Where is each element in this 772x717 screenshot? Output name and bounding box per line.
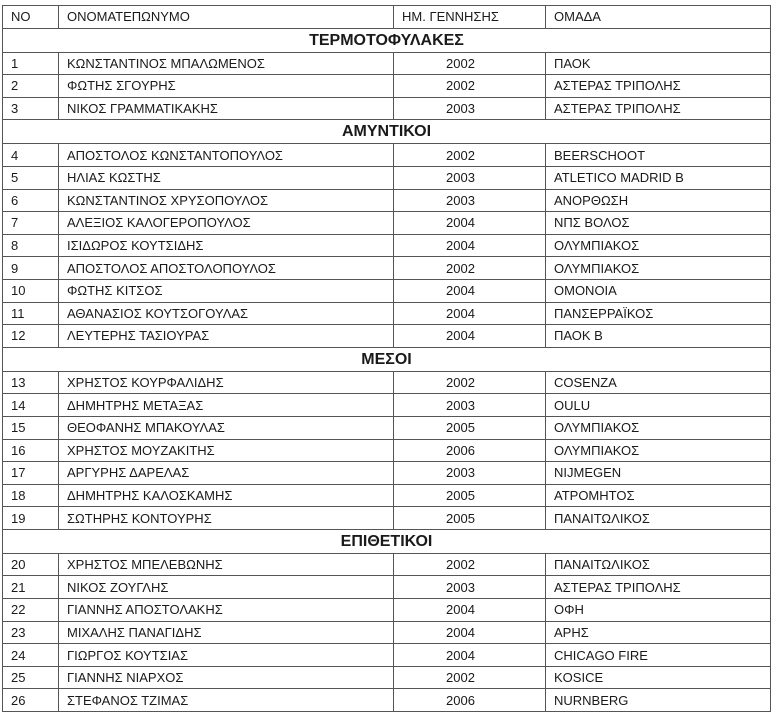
header-birth: ΗΜ. ΓΕΝΝΗΣΗΣ bbox=[394, 6, 546, 29]
player-name: ΓΙΩΡΓΟΣ ΚΟΥΤΣΙΑΣ bbox=[59, 644, 394, 667]
header-name: ΟΝΟΜΑΤΕΠΩΝΥΜΟ bbox=[59, 6, 394, 29]
player-name: ΚΩΝΣΤΑΝΤΙΝΟΣ ΧΡΥΣΟΠΟΥΛΟΣ bbox=[59, 189, 394, 212]
player-name: ΑΘΑΝΑΣΙΟΣ ΚΟΥΤΣΟΓΟΥΛΑΣ bbox=[59, 302, 394, 325]
player-number: 10 bbox=[3, 279, 59, 302]
player-name: ΣΤΕΦΑΝΟΣ ΤΖΙΜΑΣ bbox=[59, 689, 394, 712]
player-name: ΗΛΙΑΣ ΚΩΣΤΗΣ bbox=[59, 166, 394, 189]
player-team: ΑΣΤΕΡΑΣ ΤΡΙΠΟΛΗΣ bbox=[546, 576, 771, 599]
player-number: 14 bbox=[3, 394, 59, 417]
roster-table bbox=[2, 5, 771, 712]
player-name: ΧΡΗΣΤΟΣ ΜΟΥΖΑΚΙΤΗΣ bbox=[59, 439, 394, 462]
player-team: ΑΣΤΕΡΑΣ ΤΡΙΠΟΛΗΣ bbox=[546, 97, 771, 120]
player-row bbox=[3, 52, 771, 75]
player-row bbox=[3, 439, 771, 462]
player-row bbox=[3, 599, 771, 622]
player-birth-year: 2002 bbox=[394, 666, 546, 689]
player-birth-year: 2004 bbox=[394, 621, 546, 644]
player-name: ΦΩΤΗΣ ΚΙΤΣΟΣ bbox=[59, 279, 394, 302]
player-birth-year: 2002 bbox=[394, 257, 546, 280]
player-number: 7 bbox=[3, 212, 59, 235]
player-birth-year: 2002 bbox=[394, 75, 546, 98]
player-number: 8 bbox=[3, 234, 59, 257]
player-team: ΑΣΤΕΡΑΣ ΤΡΙΠΟΛΗΣ bbox=[546, 75, 771, 98]
player-team: ΟΛΥΜΠΙΑΚΟΣ bbox=[546, 416, 771, 439]
player-birth-year: 2004 bbox=[394, 599, 546, 622]
player-number: 6 bbox=[3, 189, 59, 212]
player-team: COSENZA bbox=[546, 371, 771, 394]
header-team: ΟΜΑΔΑ bbox=[546, 6, 771, 29]
player-row bbox=[3, 576, 771, 599]
section-title: ΑΜΥΝΤΙΚΟΙ bbox=[3, 120, 771, 144]
player-team: ΠΑΝΑΙΤΩΛΙΚΟΣ bbox=[546, 553, 771, 576]
player-birth-year: 2002 bbox=[394, 371, 546, 394]
player-team: ΟΛΥΜΠΙΑΚΟΣ bbox=[546, 257, 771, 280]
player-row bbox=[3, 507, 771, 530]
player-birth-year: 2002 bbox=[394, 144, 546, 167]
player-birth-year: 2004 bbox=[394, 234, 546, 257]
player-number: 16 bbox=[3, 439, 59, 462]
player-number: 23 bbox=[3, 621, 59, 644]
player-birth-year: 2004 bbox=[394, 325, 546, 348]
player-birth-year: 2003 bbox=[394, 462, 546, 485]
player-row bbox=[3, 234, 771, 257]
player-birth-year: 2004 bbox=[394, 279, 546, 302]
player-row bbox=[3, 279, 771, 302]
section-title: ΜΕΣΟΙ bbox=[3, 347, 771, 371]
player-row bbox=[3, 553, 771, 576]
player-row bbox=[3, 212, 771, 235]
player-team: ΟΛΥΜΠΙΑΚΟΣ bbox=[546, 439, 771, 462]
player-number: 18 bbox=[3, 484, 59, 507]
player-name: ΝΙΚΟΣ ΖΟΥΓΛΗΣ bbox=[59, 576, 394, 599]
player-birth-year: 2004 bbox=[394, 212, 546, 235]
player-number: 20 bbox=[3, 553, 59, 576]
player-birth-year: 2003 bbox=[394, 97, 546, 120]
header-row bbox=[3, 6, 771, 29]
player-row bbox=[3, 144, 771, 167]
section-header-row bbox=[3, 28, 771, 52]
player-birth-year: 2006 bbox=[394, 689, 546, 712]
player-number: 5 bbox=[3, 166, 59, 189]
player-number: 24 bbox=[3, 644, 59, 667]
player-team: ΟΜΟΝΟΙΑ bbox=[546, 279, 771, 302]
player-number: 26 bbox=[3, 689, 59, 712]
player-row bbox=[3, 166, 771, 189]
player-name: ΧΡΗΣΤΟΣ ΜΠΕΛΕΒΩΝΗΣ bbox=[59, 553, 394, 576]
player-row bbox=[3, 97, 771, 120]
player-number: 9 bbox=[3, 257, 59, 280]
player-name: ΑΡΓΥΡΗΣ ΔΑΡΕΛΑΣ bbox=[59, 462, 394, 485]
player-number: 13 bbox=[3, 371, 59, 394]
player-row bbox=[3, 75, 771, 98]
section-title: ΤΕΡΜΟΤΟΦΥΛΑΚΕΣ bbox=[3, 28, 771, 52]
player-name: ΝΙΚΟΣ ΓΡΑΜΜΑΤΙΚΑΚΗΣ bbox=[59, 97, 394, 120]
player-name: ΙΣΙΔΩΡΟΣ ΚΟΥΤΣΙΔΗΣ bbox=[59, 234, 394, 257]
player-number: 19 bbox=[3, 507, 59, 530]
header-no: NO bbox=[3, 6, 59, 29]
player-team: ΟΦΗ bbox=[546, 599, 771, 622]
player-birth-year: 2006 bbox=[394, 439, 546, 462]
player-number: 15 bbox=[3, 416, 59, 439]
player-name: ΔΗΜΗΤΡΗΣ ΜΕΤΑΞΑΣ bbox=[59, 394, 394, 417]
player-name: ΘΕΟΦΑΝΗΣ ΜΠΑΚΟΥΛΑΣ bbox=[59, 416, 394, 439]
player-number: 17 bbox=[3, 462, 59, 485]
player-team: ΟΛΥΜΠΙΑΚΟΣ bbox=[546, 234, 771, 257]
player-team: ΠΑΝΑΙΤΩΛΙΚΟΣ bbox=[546, 507, 771, 530]
player-row bbox=[3, 302, 771, 325]
player-row bbox=[3, 325, 771, 348]
player-row bbox=[3, 394, 771, 417]
player-team: ΑΡΗΣ bbox=[546, 621, 771, 644]
section-title: ΕΠΙΘΕΤΙΚΟΙ bbox=[3, 529, 771, 553]
player-team: NIJMEGEN bbox=[546, 462, 771, 485]
player-team: ΑΝΟΡΘΩΣΗ bbox=[546, 189, 771, 212]
section-header-row bbox=[3, 347, 771, 371]
player-row bbox=[3, 416, 771, 439]
player-row bbox=[3, 484, 771, 507]
player-row bbox=[3, 189, 771, 212]
player-birth-year: 2004 bbox=[394, 644, 546, 667]
player-team: NURNBERG bbox=[546, 689, 771, 712]
player-number: 2 bbox=[3, 75, 59, 98]
player-birth-year: 2003 bbox=[394, 394, 546, 417]
player-birth-year: 2002 bbox=[394, 553, 546, 576]
player-name: ΚΩΝΣΤΑΝΤΙΝΟΣ ΜΠΑΛΩΜΕΝΟΣ bbox=[59, 52, 394, 75]
player-row bbox=[3, 621, 771, 644]
section-header-row bbox=[3, 529, 771, 553]
player-birth-year: 2003 bbox=[394, 576, 546, 599]
player-name: ΑΛΕΞΙΟΣ ΚΑΛΟΓΕΡΟΠΟΥΛΟΣ bbox=[59, 212, 394, 235]
player-birth-year: 2005 bbox=[394, 507, 546, 530]
player-number: 25 bbox=[3, 666, 59, 689]
player-number: 1 bbox=[3, 52, 59, 75]
player-team: ΠΑΟΚ Β bbox=[546, 325, 771, 348]
player-number: 12 bbox=[3, 325, 59, 348]
player-team: OULU bbox=[546, 394, 771, 417]
section-header-row bbox=[3, 120, 771, 144]
player-name: ΛΕΥΤΕΡΗΣ ΤΑΣΙΟΥΡΑΣ bbox=[59, 325, 394, 348]
player-team: ΑΤΡΟΜΗΤΟΣ bbox=[546, 484, 771, 507]
player-row bbox=[3, 689, 771, 712]
player-name: ΦΩΤΗΣ ΣΓΟΥΡΗΣ bbox=[59, 75, 394, 98]
player-number: 3 bbox=[3, 97, 59, 120]
player-team: ΠΑΟΚ bbox=[546, 52, 771, 75]
player-birth-year: 2003 bbox=[394, 189, 546, 212]
player-row bbox=[3, 462, 771, 485]
player-number: 22 bbox=[3, 599, 59, 622]
player-name: ΔΗΜΗΤΡΗΣ ΚΑΛΟΣΚΑΜΗΣ bbox=[59, 484, 394, 507]
player-name: ΓΙΑΝΝΗΣ ΑΠΟΣΤΟΛΑΚΗΣ bbox=[59, 599, 394, 622]
roster-body bbox=[3, 6, 771, 712]
player-number: 4 bbox=[3, 144, 59, 167]
player-name: ΜΙΧΑΛΗΣ ΠΑΝΑΓΙΔΗΣ bbox=[59, 621, 394, 644]
player-name: ΓΙΑΝΝΗΣ ΝΙΑΡΧΟΣ bbox=[59, 666, 394, 689]
player-birth-year: 2003 bbox=[394, 166, 546, 189]
player-number: 11 bbox=[3, 302, 59, 325]
player-name: ΧΡΗΣΤΟΣ ΚΟΥΡΦΑΛΙΔΗΣ bbox=[59, 371, 394, 394]
player-row bbox=[3, 666, 771, 689]
player-row bbox=[3, 371, 771, 394]
player-row bbox=[3, 644, 771, 667]
player-team: KOSICE bbox=[546, 666, 771, 689]
player-team: CHICAGO FIRE bbox=[546, 644, 771, 667]
player-birth-year: 2005 bbox=[394, 416, 546, 439]
player-birth-year: 2004 bbox=[394, 302, 546, 325]
player-row bbox=[3, 257, 771, 280]
player-name: ΑΠΟΣΤΟΛΟΣ ΑΠΟΣΤΟΛΟΠΟΥΛΟΣ bbox=[59, 257, 394, 280]
player-name: ΣΩΤΗΡΗΣ ΚΟΝΤΟΥΡΗΣ bbox=[59, 507, 394, 530]
player-birth-year: 2002 bbox=[394, 52, 546, 75]
player-birth-year: 2005 bbox=[394, 484, 546, 507]
player-team: ΠΑΝΣΕΡΡΑΪΚΟΣ bbox=[546, 302, 771, 325]
player-team: ΝΠΣ ΒΟΛΟΣ bbox=[546, 212, 771, 235]
player-team: BEERSCHOOT bbox=[546, 144, 771, 167]
player-name: ΑΠΟΣΤΟΛΟΣ ΚΩΝΣΤΑΝΤΟΠΟΥΛΟΣ bbox=[59, 144, 394, 167]
player-number: 21 bbox=[3, 576, 59, 599]
player-team: ATLETICO MADRID B bbox=[546, 166, 771, 189]
